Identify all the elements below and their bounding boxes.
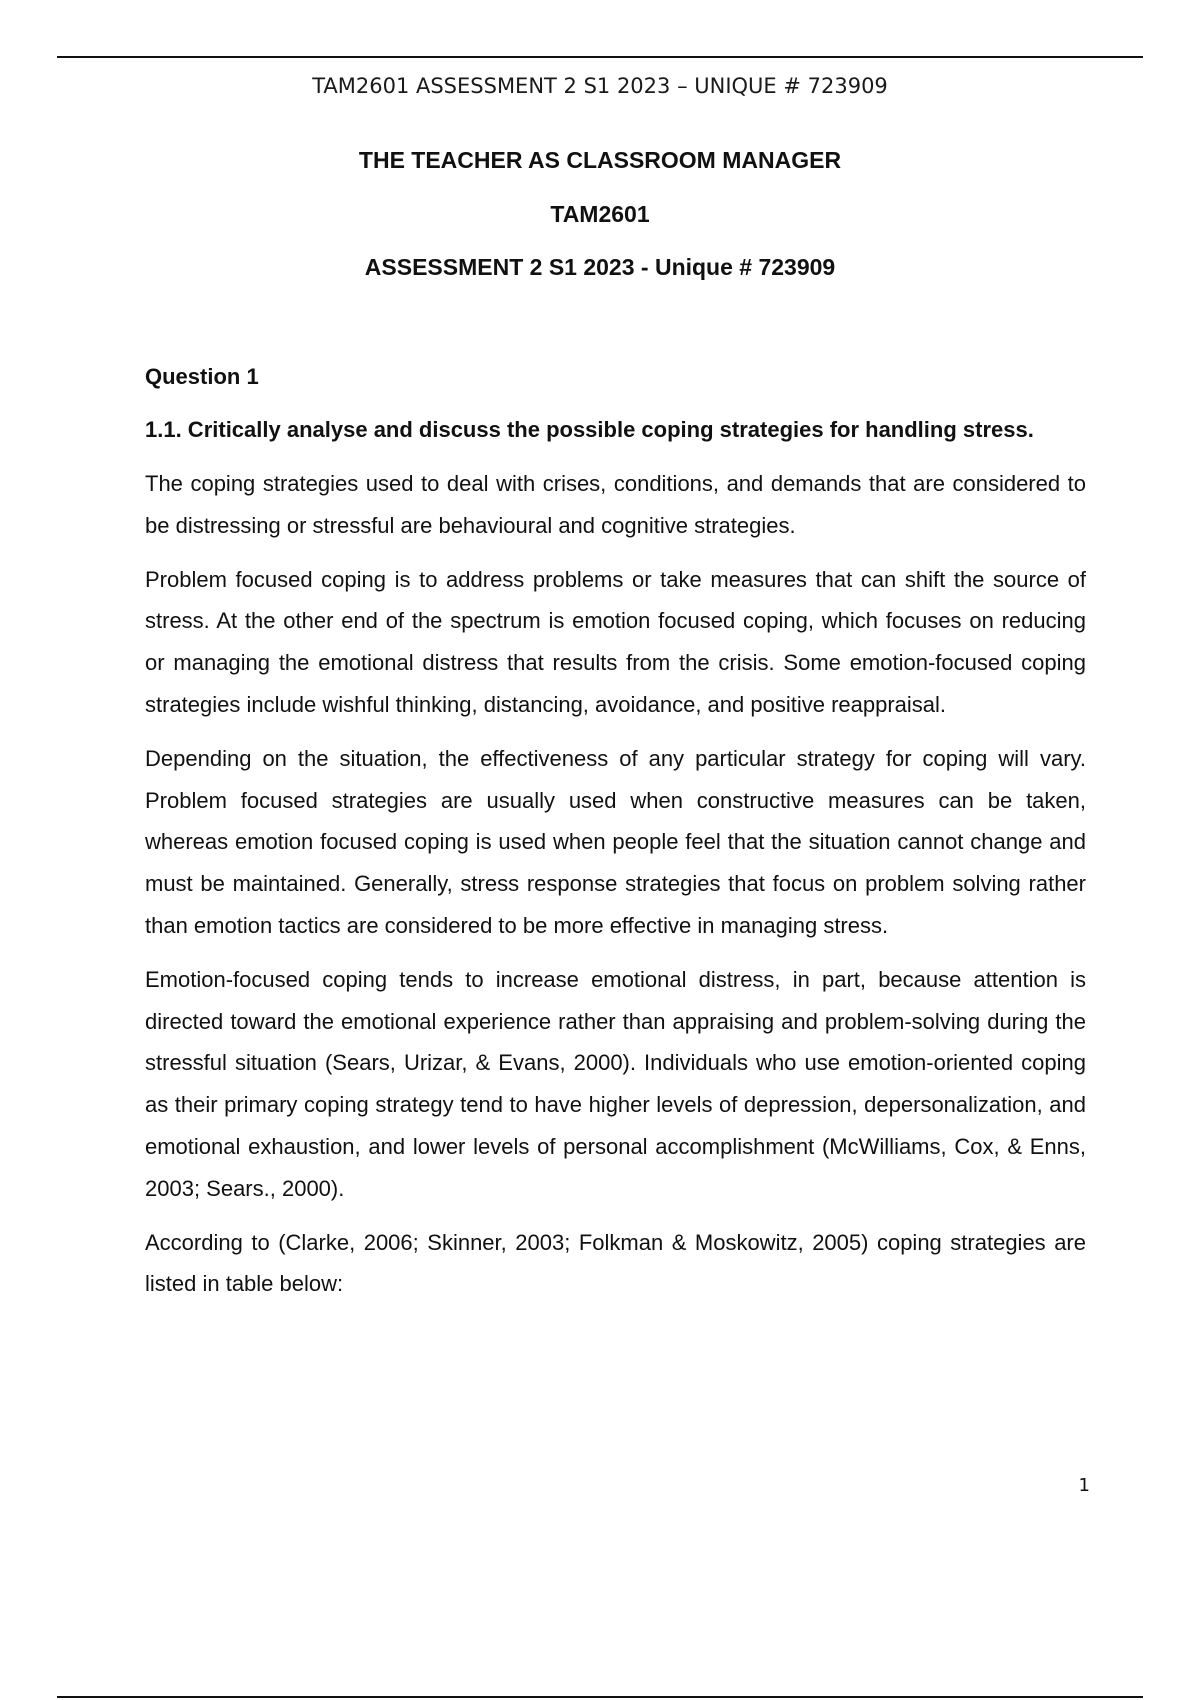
footer-rule [57, 1696, 1143, 1698]
module-code: TAM2601 [550, 201, 650, 227]
paragraph: The coping strategies used to deal with crises, conditions, and demands that are considered to be distressing or stressful are behavioural and cognitive strategies. [145, 471, 1086, 538]
paragraph: Emotion-focused coping tends to increase emotional distress, in part, because attention is directed toward the emotional experience rather than appraising and problem-solving during the stressful situation (Sears, Urizar, & Evans, 2000). Individuals who use emotion-oriented coping as their primary coping strategy tend to have higher levels of depression, depersonalization, and emotional exhaustion, and lower levels of personal accomplishment (McWilliams, Cox, & Enns, 2003; Sears., 2000). [145, 966, 1086, 1201]
document-body [145, 357, 1086, 1317]
page-number: 1 [1078, 1475, 1090, 1496]
paragraph: According to (Clarke, 2006; Skinner, 2003; Folkman & Moskowitz, 2005) coping strategies are listed in table below: [145, 1229, 1086, 1297]
question-heading: Question 1 [145, 364, 259, 389]
header-rule [57, 56, 1143, 58]
document-title: THE TEACHER AS CLASSROOM MANAGER [358, 147, 842, 173]
paragraph: Problem focused coping is to address problems or take measures that can shift the source of stress. At the other end of the spectrum is emotion focused coping, which focuses on reducing or managing the emotional distress that results from the crisis. Some emotion-focused coping strategies include wishful thinking, distancing, avoidance, and positive reappraisal. [145, 566, 1086, 717]
assessment-title: ASSESSMENT 2 S1 2023 - Unique # 723909 [364, 254, 836, 280]
question-subheading: 1.1. Critically analyse and discuss the possible coping strategies for handling stress. [145, 417, 1034, 442]
running-header: TAM2601 ASSESSMENT 2 S1 2023 – UNIQUE # 723909 [312, 74, 888, 98]
paragraph: Depending on the situation, the effectiveness of any particular strategy for coping will vary. Problem focused strategies are usually used when constructive measures can be taken, whereas emotion focused coping is used when people feel that the situation cannot change and must be maintained. Generally, stress response strategies that focus on problem solving rather than emotion tactics are considered to be more effective in managing stress. [145, 745, 1086, 938]
